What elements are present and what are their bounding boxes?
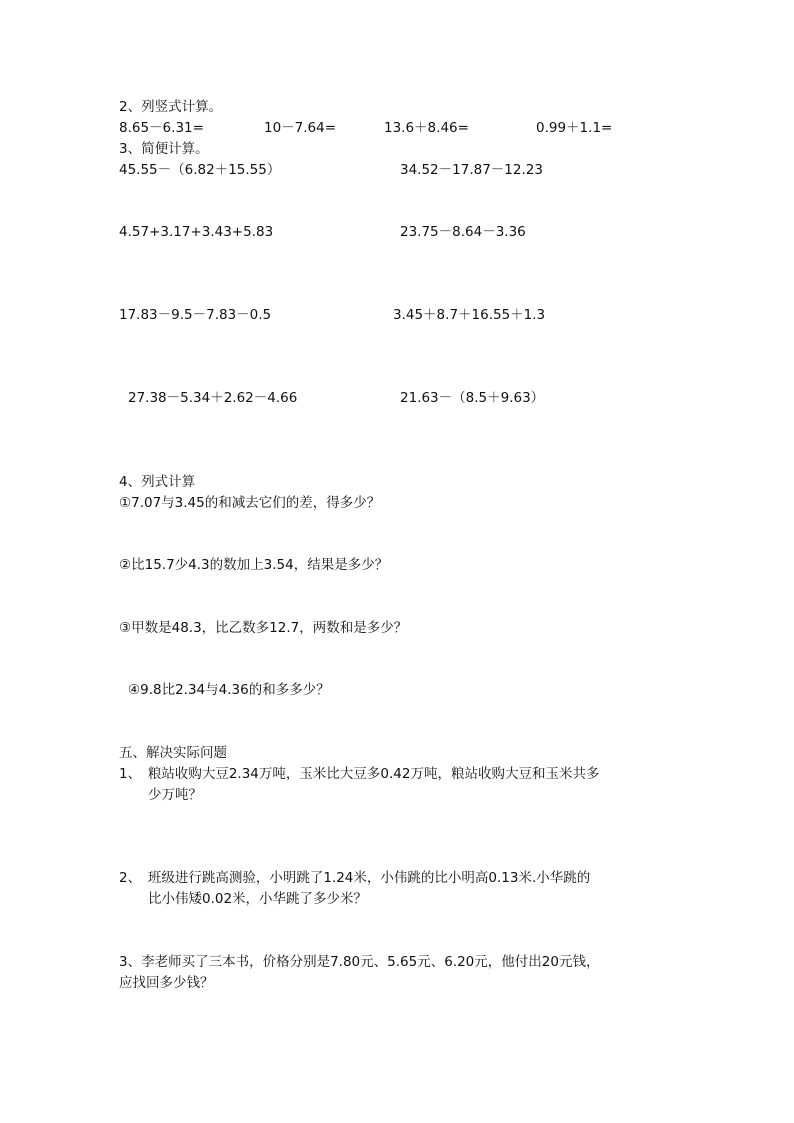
simplify-item-5: 17.83－9.5－7.83－0.5 <box>119 307 272 323</box>
expression-question-1: ①7.07与3.45的和减去它们的差，得多少？ <box>119 495 381 511</box>
section4-title: 4、列式计算 <box>119 474 196 490</box>
word-problem-1-line1: 1、 粮站收购大豆2.34万吨，玉米比大豆多0.42万吨，粮站收购大豆和玉米共多 <box>119 766 600 782</box>
simplify-item-4: 23.75－8.64－3.36 <box>400 224 526 240</box>
vertical-calc-item-2: 10－7.64= <box>264 120 337 136</box>
expression-question-2: ②比15.7少4.3的数加上3.54，结果是多少？ <box>119 557 389 573</box>
vertical-calc-item-3: 13.6＋8.46= <box>384 120 469 136</box>
word-problem-2-line1: 2、 班级进行跳高测验，小明跳了1.24米，小伟跳的比小明高0.13米.小华跳的 <box>119 870 591 886</box>
vertical-calc-item-1: 8.65－6.31= <box>119 120 204 136</box>
vertical-calc-item-4: 0.99＋1.1= <box>536 120 613 136</box>
word-problem-1-line2: 少万吨？ <box>148 787 202 803</box>
simplify-item-1: 45.55－（6.82＋15.55） <box>119 162 281 178</box>
section3-title: 3、简便计算。 <box>119 141 209 157</box>
simplify-item-2: 34.52－17.87－12.23 <box>400 162 543 178</box>
word-problem-3-line1: 3、李老师买了三本书，价格分别是7.80元、5.65元、6.20元，他付出20元钱， <box>119 954 600 970</box>
section2-title: 2、列竖式计算。 <box>119 99 223 115</box>
simplify-item-6: 3.45＋8.7＋16.55＋1.3 <box>393 307 546 323</box>
word-problem-3-line2: 应找回多少钱？ <box>119 975 214 991</box>
simplify-item-8: 21.63－（8.5＋9.63） <box>400 390 545 406</box>
simplify-item-3: 4.57+3.17+3.43+5.83 <box>119 224 274 240</box>
expression-question-3: ③甲数是48.3，比乙数多12.7，两数和是多少？ <box>119 620 408 636</box>
simplify-item-7: 27.38－5.34＋2.62－4.66 <box>128 390 298 406</box>
expression-question-4: ④9.8比2.34与4.36的和多多少？ <box>128 682 330 698</box>
section5-title: 五、解决实际问题 <box>119 745 227 761</box>
word-problem-2-line2: 比小伟矮0.02米，小华跳了多少米？ <box>148 891 368 907</box>
